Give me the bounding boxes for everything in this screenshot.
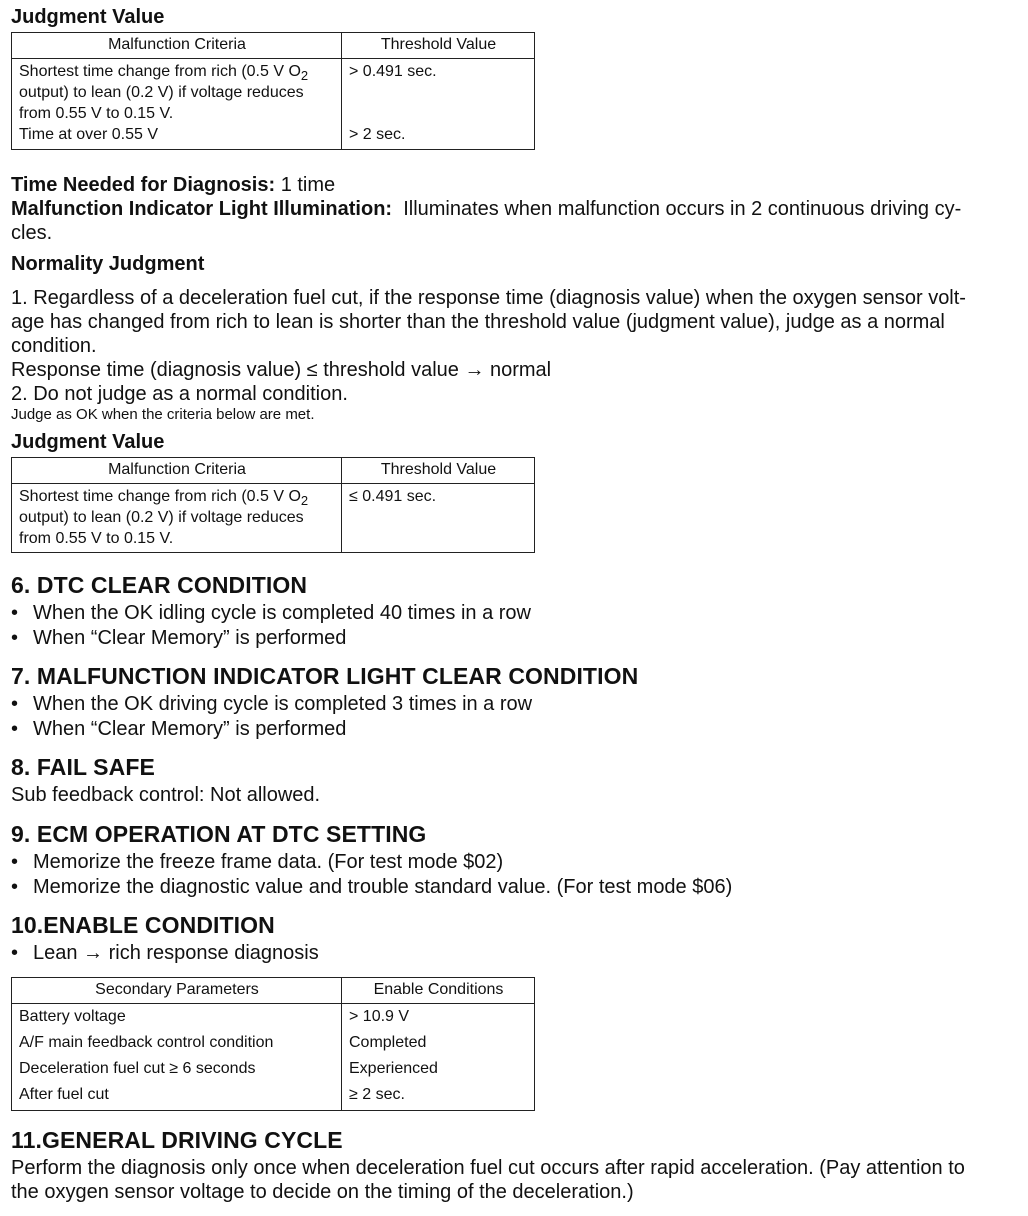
section-8 [11,754,1021,807]
judgment-value-heading-text: Judgment Value [11,6,165,28]
judgment-table-2 [11,457,535,553]
time-needed-value: 1 time [275,174,336,196]
param-text: After fuel cut [19,1086,109,1103]
table-cell-cond [342,1004,535,1111]
table-row [12,484,535,553]
diagnosis-info [11,173,1021,245]
criteria-text: Time at over 0.55 V [19,126,159,143]
judgment-table-1 [11,32,535,150]
param-text: Battery voltage [19,1008,126,1025]
judgment-value-heading-1 [11,6,164,28]
bullet-list [11,692,1021,741]
table-header-cell: Secondary Parameters [12,978,342,1004]
mil-value: Illuminates when malfunction occurs in 2 continuous driving cy- [392,198,962,220]
param-text: A/F main feedback control condition [19,1034,274,1051]
param-text: Deceleration fuel cut ≥ 6 seconds [19,1060,256,1077]
criteria-text [19,486,335,549]
section-11 [11,1127,1026,1204]
section-text: Sub feedback control: Not allowed. [11,784,321,806]
mil-line [11,197,1021,221]
criteria-text [19,61,335,124]
table-row [12,59,535,150]
table-header-cell: Malfunction Criteria [12,33,342,59]
table-header-cell: Threshold Value [342,458,535,484]
cond-text: > 10.9 V [349,1008,410,1025]
list-item: • When “Clear Memory” is performed [11,717,1021,742]
section-title: 10.ENABLE CONDITION [11,912,275,938]
criteria-text-part: Shortest time change from rich (0.5 V O [19,488,301,505]
normality-item-1-cont: age has changed from rich to lean is shorter than the threshold value (judgment value), judge as a normal [11,311,945,333]
table-header-row [12,978,535,1004]
table-header-cell: Malfunction Criteria [12,458,342,484]
cond-text: ≥ 2 sec. [349,1086,405,1103]
section-10 [11,912,1021,966]
time-needed-label: Time Needed for Diagnosis: [11,174,276,196]
criteria-text-part: Shortest time change from rich (0.5 V O [19,63,301,80]
judgment-value-heading-text: Judgment Value [11,431,165,453]
time-needed-line [11,173,1021,197]
list-item: • Memorize the diagnostic value and trouble standard value. (For test mode $06) [11,875,1021,900]
normality-section [11,253,1021,424]
normality-formula: Response time (diagnosis value) ≤ threshold value → normal [11,359,552,381]
normality-heading: Normality Judgment [11,253,205,275]
bullet-list [11,941,1021,966]
section-title: 7. MALFUNCTION INDICATOR LIGHT CLEAR CONDITION [11,663,639,689]
criteria-text-part: output) to lean (0.2 V) if voltage reduces from 0.55 V to 0.15 V. [19,509,304,547]
table-header-row [12,458,535,484]
section-title: 11.GENERAL DRIVING CYCLE [11,1127,343,1153]
bullet-list [11,850,1021,899]
subscript: 2 [300,68,309,84]
section-title: 6. DTC CLEAR CONDITION [11,572,308,598]
table-header-cell: Threshold Value [342,33,535,59]
threshold-text: > 2 sec. [349,126,406,143]
list-item: • Lean → rich response diagnosis [11,941,1021,966]
normality-note: Judge as OK when the criteria below are met. [11,406,315,423]
section-text-cont: the oxygen sensor voltage to decide on the timing of the deceleration.) [11,1181,634,1203]
table-cell-criteria [12,484,342,553]
list-item: • Memorize the freeze frame data. (For test mode $02) [11,850,1021,875]
table-cell-criteria [12,59,342,150]
section-title: 9. ECM OPERATION AT DTC SETTING [11,821,427,847]
table-cell-param [12,1004,342,1111]
mil-label: Malfunction Indicator Light Illumination: [11,198,393,220]
threshold-text: > 0.491 sec. [349,63,437,80]
bullet-list [11,601,1021,650]
section-7 [11,663,1021,741]
table-header-row [12,33,535,59]
table-header-cell: Enable Conditions [342,978,535,1004]
table-cell-threshold [342,59,535,150]
criteria-text-part: output) to lean (0.2 V) if voltage reduces from 0.55 V to 0.15 V. [19,84,304,122]
cond-text: Completed [349,1034,427,1051]
normality-item-1-cont: condition. [11,335,97,357]
section-6 [11,572,1021,650]
table-row [12,1004,535,1111]
list-item: • When the OK idling cycle is completed 40 times in a row [11,601,1021,626]
section-text: Perform the diagnosis only once when deceleration fuel cut occurs after rapid acceleration. (Pay attention to [11,1157,965,1179]
mil-value-cont: cles. [11,222,53,244]
cond-text: Experienced [349,1060,438,1077]
list-item: • When the OK driving cycle is completed 3 times in a row [11,692,1021,717]
enable-conditions-table [11,977,535,1111]
list-item: • When “Clear Memory” is performed [11,626,1021,651]
section-title: 8. FAIL SAFE [11,754,155,780]
subscript: 2 [300,493,309,509]
normality-item-1: 1. Regardless of a deceleration fuel cut, if the response time (diagnosis value) when the oxygen sensor volt- [11,287,966,309]
table-cell-threshold: ≤ 0.491 sec. [342,484,535,553]
normality-item-2: 2. Do not judge as a normal condition. [11,383,348,405]
section-9 [11,821,1021,899]
judgment-value-heading-2 [11,431,164,453]
